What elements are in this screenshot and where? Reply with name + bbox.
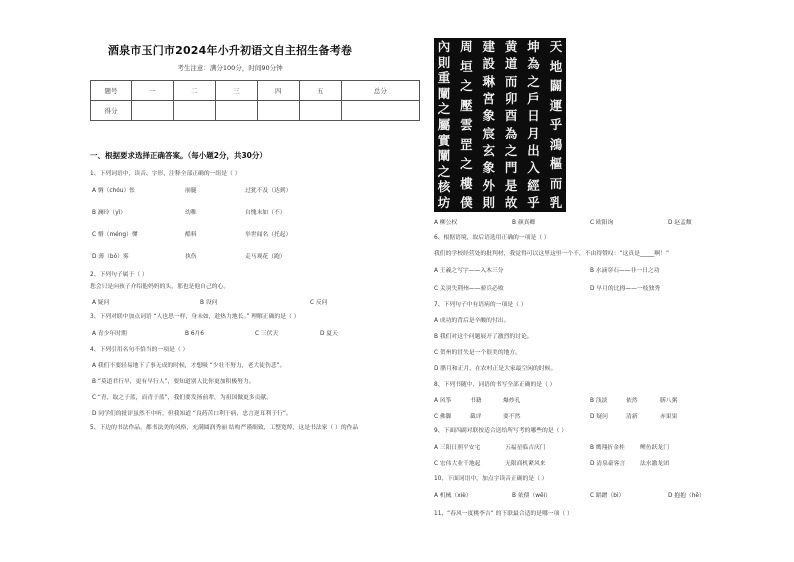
option[interactable]: C 佛脚 bbox=[434, 414, 452, 420]
table-cell[interactable] bbox=[132, 101, 174, 121]
table-cell: 二 bbox=[173, 81, 215, 101]
calligraphy-char: 屬 bbox=[437, 116, 451, 132]
question-stem: 10、下面词语中，加点字读音正确的是（ ） bbox=[434, 476, 548, 482]
table-cell[interactable] bbox=[257, 101, 299, 121]
question-text: 我们的学校经营处的批判材，我觉得可以这里这里一个不，不由得赞叹：“这真是_____啊！” bbox=[434, 251, 669, 257]
calligraphy-char: 是 bbox=[504, 177, 518, 193]
option[interactable]: D 赵孟頫 bbox=[668, 220, 692, 226]
option-word: 五福星临吉庆门 bbox=[505, 445, 546, 451]
calligraphy-char: 闢 bbox=[549, 78, 563, 93]
table-cell: 题号 bbox=[91, 81, 132, 101]
option[interactable]: D 清泉豪客言 bbox=[590, 461, 626, 467]
option-word: 过犹不及（达到） bbox=[245, 188, 292, 194]
calligraphy-char: 為 bbox=[504, 125, 518, 141]
option-word: 执伤 bbox=[185, 254, 197, 260]
page-title: 酒泉市玉门市2024年小升初语文自主招生备考卷 bbox=[107, 44, 353, 57]
calligraphy-char: 卯 bbox=[504, 90, 518, 106]
calligraphy-char: 之 bbox=[437, 101, 451, 117]
option[interactable]: D 同学们的批评虽然不中听，但我知道 “良药苦口利于病，忠言逆耳利于行”。 bbox=[92, 411, 292, 417]
section-title: 一、根据要求选择正确答案。（每小题2分，共30分） bbox=[90, 151, 267, 160]
calligraphy-char: 壓 bbox=[460, 97, 473, 113]
option-word: 赤果果 bbox=[660, 414, 678, 420]
option[interactable]: B 浅淡 bbox=[590, 398, 608, 404]
calligraphy-char: 乳 bbox=[549, 195, 563, 210]
option[interactable]: D 腊月和正月，在农村正是大家最空闲的时候。 bbox=[434, 366, 557, 372]
option[interactable]: D 抱抱（hē） bbox=[668, 493, 705, 499]
option[interactable]: C 关羽失荆州——骄兵必败 bbox=[434, 286, 504, 292]
option[interactable]: B 鹰翔折金桂 bbox=[590, 445, 625, 451]
option[interactable]: C 懵（méng）懂 bbox=[92, 232, 138, 238]
question-stem: 7、下列句子中有语病的一项是（ ） bbox=[434, 302, 527, 308]
question-stem: 6、根据语境，取后语选用正确的一项是（ ） bbox=[434, 235, 550, 241]
calligraphy-char: 樓 bbox=[460, 175, 473, 191]
option[interactable]: A 机械（xiè） bbox=[434, 493, 472, 499]
option[interactable]: A 成功的背后是辛酸的付出。 bbox=[434, 318, 510, 324]
calligraphy-char: 故 bbox=[504, 194, 518, 210]
calligraphy-char: 僕 bbox=[460, 195, 473, 210]
question-stem: 5、下边的书法作品，都书法美的风格，充满圆润秀丽 结构严谨细致，工整宽绰，这是书法家（ ）的作品 bbox=[90, 425, 359, 431]
calligraphy-char: 天 bbox=[549, 39, 563, 54]
calligraphy-column bbox=[459, 40, 473, 210]
calligraphy-char: 道 bbox=[504, 56, 518, 72]
option[interactable]: C 反问 bbox=[310, 300, 328, 306]
calligraphy-char: 入 bbox=[527, 160, 540, 176]
table-cell[interactable] bbox=[341, 101, 419, 121]
option[interactable]: B 设问 bbox=[200, 300, 218, 306]
option[interactable]: D 夏天 bbox=[320, 331, 338, 337]
calligraphy-image bbox=[434, 38, 566, 212]
calligraphy-char: 而 bbox=[549, 175, 563, 191]
calligraphy-char: 外 bbox=[482, 177, 496, 193]
question-text: 您会只是向孩子介绍他妈妈的头，那也是他自己的心。 bbox=[90, 284, 230, 290]
calligraphy-char: 則 bbox=[482, 194, 496, 210]
option-word: 走马观花（跑） bbox=[245, 254, 286, 260]
calligraphy-char: 運 bbox=[549, 97, 563, 113]
option[interactable]: A 疑问 bbox=[92, 300, 110, 306]
calligraphy-char: 坊 bbox=[437, 194, 451, 210]
option[interactable]: D 疑问 bbox=[590, 414, 608, 420]
calligraphy-char: 內 bbox=[437, 39, 451, 54]
question-stem: 2、下列句子属于（ ） bbox=[90, 272, 148, 278]
table-cell: 得分 bbox=[91, 101, 132, 121]
calligraphy-char: 核 bbox=[437, 179, 451, 195]
table-cell: 三 bbox=[215, 81, 257, 101]
calligraphy-column bbox=[504, 40, 518, 210]
calligraphy-char: 雲 bbox=[460, 117, 473, 132]
table-row bbox=[91, 81, 420, 101]
option-word: 幼稚 bbox=[185, 210, 197, 216]
table-row bbox=[91, 101, 420, 121]
calligraphy-char: 實 bbox=[437, 132, 451, 148]
calligraphy-column bbox=[437, 40, 451, 210]
calligraphy-char: 玄 bbox=[482, 142, 496, 158]
calligraphy-char: 之 bbox=[437, 163, 451, 179]
calligraphy-char: 闡 bbox=[437, 148, 451, 164]
option[interactable]: C 蹈蹭（bì） bbox=[590, 493, 625, 499]
option[interactable]: B “莫道君行早，更有早行人”，要知道别人比你更加积极努力。 bbox=[92, 379, 255, 385]
calligraphy-char: 樞 bbox=[549, 156, 563, 171]
table-cell[interactable] bbox=[299, 101, 341, 121]
calligraphy-char: 之 bbox=[460, 156, 473, 171]
table-cell: 总分 bbox=[341, 81, 419, 101]
question-stem: 11、“春风一度桃李吉” 的下联最合适的是哪一项（ ） bbox=[434, 511, 573, 517]
option[interactable]: A 风筝 bbox=[434, 398, 452, 404]
option[interactable]: C 三伏天 bbox=[255, 331, 279, 337]
table-cell: 四 bbox=[257, 81, 299, 101]
calligraphy-char: 經 bbox=[527, 177, 540, 193]
option[interactable]: B 6月6 bbox=[185, 331, 204, 337]
option[interactable]: D 早月的比拇——一枝独秀 bbox=[590, 286, 661, 292]
calligraphy-char: 之 bbox=[504, 142, 518, 158]
calligraphy-char: 琳 bbox=[482, 73, 496, 89]
calligraphy-char: 地 bbox=[549, 58, 563, 74]
calligraphy-char: 而 bbox=[504, 73, 518, 89]
calligraphy-char: 象 bbox=[482, 108, 496, 124]
option-word: 无限商机紧风来 bbox=[505, 461, 546, 467]
calligraphy-char: 垣 bbox=[460, 58, 473, 74]
exam-notice: 考生注意：满分100分，时间90分钟 bbox=[177, 64, 283, 72]
option-word: 要不然 bbox=[503, 414, 521, 420]
calligraphy-char: 戶 bbox=[527, 90, 540, 106]
option[interactable]: A 王羲之写字——入木三分 bbox=[434, 268, 504, 274]
option[interactable]: B 依偎（wēi） bbox=[512, 493, 551, 499]
calligraphy-char: 酉 bbox=[504, 108, 518, 124]
calligraphy-char: 周 bbox=[460, 39, 473, 54]
option[interactable]: A 柳公权 bbox=[434, 220, 458, 226]
table-cell: 五 bbox=[299, 81, 341, 101]
option-word: 酷料 bbox=[185, 232, 197, 238]
question-stem: 8、下列书随中，词语的书写全部正确的是（ ） bbox=[434, 382, 556, 388]
calligraphy-char: 坤 bbox=[527, 39, 540, 54]
option-word: 书籍 bbox=[470, 398, 482, 404]
option[interactable]: A 我们不要轻易地下了事无成的时候，才想吸 “少壮不努力，老大徒伤悲”。 bbox=[92, 363, 286, 369]
calligraphy-column bbox=[527, 40, 541, 210]
option[interactable]: C 欧阳询 bbox=[590, 220, 614, 226]
table-cell[interactable] bbox=[173, 101, 215, 121]
calligraphy-char: 黄 bbox=[504, 39, 518, 54]
option-word: 膳八粥 bbox=[660, 398, 678, 404]
option-word: 崩腿 bbox=[185, 188, 197, 194]
option-word: 截评 bbox=[470, 414, 482, 420]
option[interactable]: B 我们对这个问题展开了激烈的讨论。 bbox=[434, 334, 533, 340]
calligraphy-column bbox=[549, 40, 563, 210]
option-word: 法水激龙团 bbox=[640, 461, 669, 467]
question-stem: 9、下面四副对联按适合送给所写考的哪些的是（ ） bbox=[434, 428, 568, 434]
calligraphy-column bbox=[482, 40, 496, 210]
calligraphy-char: 為 bbox=[527, 56, 540, 72]
table-cell[interactable] bbox=[215, 101, 257, 121]
calligraphy-char: 門 bbox=[504, 160, 518, 176]
calligraphy-char: 月 bbox=[527, 125, 540, 141]
question-stem: 4、下列引用名句不恰当的一项是（ ） bbox=[90, 347, 189, 353]
calligraphy-char: 乎 bbox=[549, 117, 563, 132]
calligraphy-char: 罡 bbox=[460, 136, 473, 152]
calligraphy-char: 闡 bbox=[437, 85, 451, 101]
option[interactable]: C “青，取之于蓝，而青于蓝”，我们要发扬前辈，为祖国做更多贡献。 bbox=[92, 395, 273, 401]
score-table bbox=[90, 80, 420, 121]
calligraphy-char: 宮 bbox=[482, 90, 496, 106]
calligraphy-char: 則 bbox=[437, 54, 451, 70]
option[interactable]: B 水滴穿石——非一日之功 bbox=[590, 268, 660, 274]
option[interactable]: B 颜真卿 bbox=[512, 220, 536, 226]
calligraphy-char: 設 bbox=[482, 56, 496, 72]
calligraphy-char: 建 bbox=[482, 39, 496, 54]
calligraphy-char: 日 bbox=[527, 108, 540, 124]
option-word: 自愧未如（不） bbox=[245, 210, 286, 216]
option[interactable]: A 三阳日照平安宅 bbox=[434, 445, 481, 451]
option-word: 爆炒孔 bbox=[503, 398, 521, 404]
calligraphy-char: 之 bbox=[527, 73, 540, 89]
option-word: 举世闻名（托起） bbox=[245, 232, 292, 238]
option-word: 清新 bbox=[626, 414, 638, 420]
calligraphy-char: 象 bbox=[482, 160, 496, 176]
option[interactable]: B 澜玲（yì） bbox=[92, 210, 127, 216]
calligraphy-char: 乎 bbox=[527, 194, 540, 210]
calligraphy-char: 重 bbox=[437, 70, 451, 86]
calligraphy-char: 宸 bbox=[482, 125, 496, 141]
option[interactable]: A 惆（chóu）怅 bbox=[92, 188, 136, 194]
option-word: 鲤鱼跃龙门 bbox=[640, 445, 669, 451]
question-stem: 1、下列词语中，读音、字形、注释全部正确的一组是（ ） bbox=[90, 171, 241, 177]
question-stem: 3、下列对联中加点词语 “人也思一样，身未如，趁热力地长。” 理解正确的是（ ） bbox=[90, 314, 300, 320]
table-cell: 一 bbox=[132, 81, 174, 101]
option[interactable]: D 薄（bó）雾 bbox=[92, 254, 129, 260]
option[interactable]: C 宏伟大业千地起 bbox=[434, 461, 481, 467]
calligraphy-char: 出 bbox=[527, 142, 540, 158]
option-word: 依然 bbox=[626, 398, 638, 404]
option[interactable]: A 青少年时期 bbox=[92, 331, 127, 337]
calligraphy-char: 之 bbox=[460, 78, 473, 93]
option[interactable]: C 贺州的冒失是一个很美的地方。 bbox=[434, 350, 522, 356]
calligraphy-char: 鴻 bbox=[549, 136, 563, 152]
